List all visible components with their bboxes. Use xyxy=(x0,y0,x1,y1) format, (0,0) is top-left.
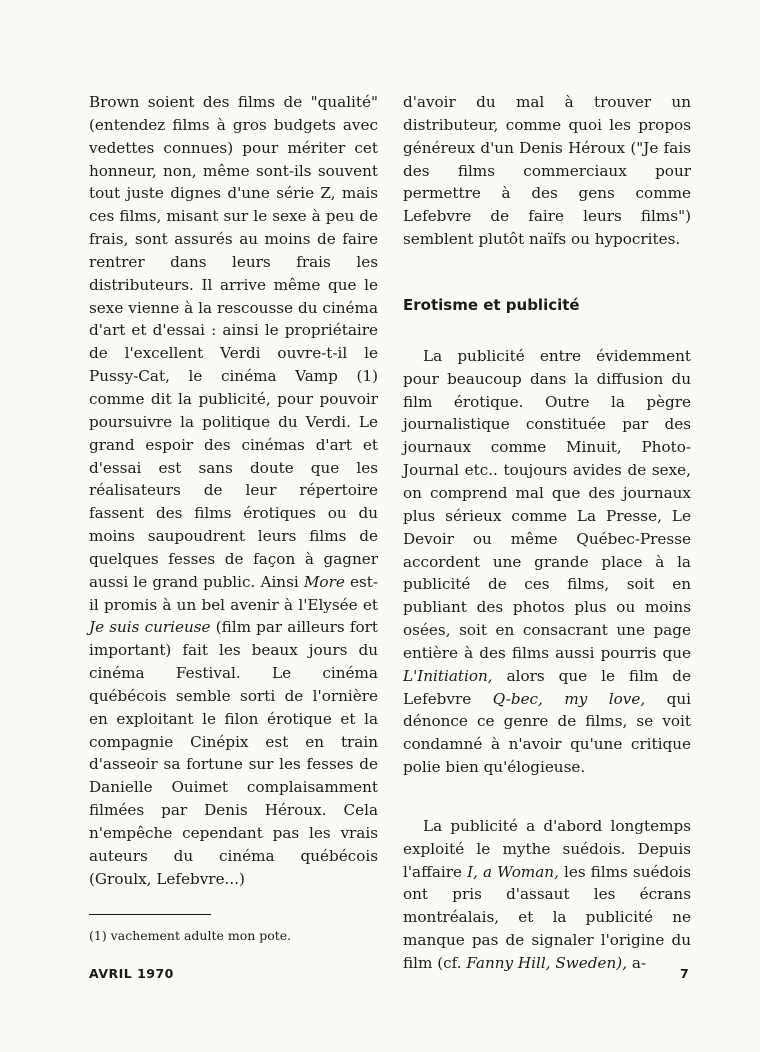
issue-date: AVRIL 1970 xyxy=(89,966,174,981)
right-column xyxy=(403,91,691,975)
left-column xyxy=(89,91,378,891)
left-paragraph: Brown soient des films de "qualité" (entendez films à gros budgets avec vedettes connues) pour mériter cet honneur, non, même sont-ils souvent tout juste dignes d'une série Z, mais ces films, misant sur le sexe à peu de frais, sont assurés au moins de faire rentrer dans leurs frais les distributeurs. Il arrive même que le sexe vienne à la rescousse du cinéma d'art et d'essai : ainsi le propriétaire de l'excellent Verdi ouvre-t-il le Pussy-Cat, le cinéma Vamp (1) comme dit la publicité, pour pouvoir poursuivre la politique du Verdi. Le grand espoir des cinémas d'art et d'essai est sans doute que les réalisateurs de leur répertoire fassent des films érotiques ou du moins saupoudrent leurs films de quelques fesses de façon à gagner aussi le grand public. Ainsi More est-il promis à un bel avenir à l'Elysée et Je suis curieuse (film par ailleurs fort important) fait les beaux jours du cinéma Festival. Le cinéma québécois semble sorti de l'ornière en exploitant le filon érotique et la compagnie Cinépix est en train d'asseoir sa fortune sur les fesses de Danielle Ouimet complaisamment filmées par Denis Héroux. Cela n'empêche cependant pas les vrais auteurs du cinéma québécois (Groulx, Lefebvre...) xyxy=(89,93,378,888)
film-title: L'Initiation, xyxy=(403,666,493,685)
film-title: I, a Woman, xyxy=(467,862,559,881)
film-title: More xyxy=(303,572,345,591)
right-paragraph-publicite: La publicité entre évidemment pour beaucoup dans la diffusion du film érotique. Outre la pègre journalistique constituée par des journaux comme Minuit, Photo-Journal etc.. toujours avides de sexe, on comprend mal que des journaux plus sérieux comme La Presse, Le Devoir ou même Québec-Presse accordent une grande place à la publicité de ces films, soit en publiant des photos plus ou moins osées, soit en consacrant une page entière à des films aussi pourris que L'Initiation, alors que le film de Lefebvre Q-bec, my love, qui dénonce ce genre de films, se voit condamné à n'avoir qu'une critique polie bien qu'élogieuse. xyxy=(403,346,692,777)
film-title: Q-bec, my love, xyxy=(492,689,646,708)
footnote: (1) vachement adulte mon pote. xyxy=(89,928,292,943)
film-title: Je suis curieuse xyxy=(89,618,211,637)
paragraph-gap xyxy=(403,779,691,815)
section-heading: Erotisme et publicité xyxy=(403,295,580,314)
right-paragraph-suedois: La publicité a d'abord longtemps exploité le mythe suédois. Depuis l'affaire I, a Woman, les films suédois ont pris d'assaut les écrans montréalais, et la publicité ne manque pas de signaler l'origine du film (cf. Fanny Hill, Sweden), a- xyxy=(403,816,691,972)
right-paragraph-continued: d'avoir du mal à trouver un distributeur, comme quoi les propos généreux d'un Denis Héroux ("Je fais des films commerciaux pour permettre à des gens comme Lefebvre de faire leurs films") semblent plutôt naïfs ou hypocrites. xyxy=(403,93,691,249)
film-title: Fanny Hill, Sweden), xyxy=(466,954,628,972)
footnote-divider xyxy=(89,914,211,915)
page-number: 7 xyxy=(680,966,689,981)
